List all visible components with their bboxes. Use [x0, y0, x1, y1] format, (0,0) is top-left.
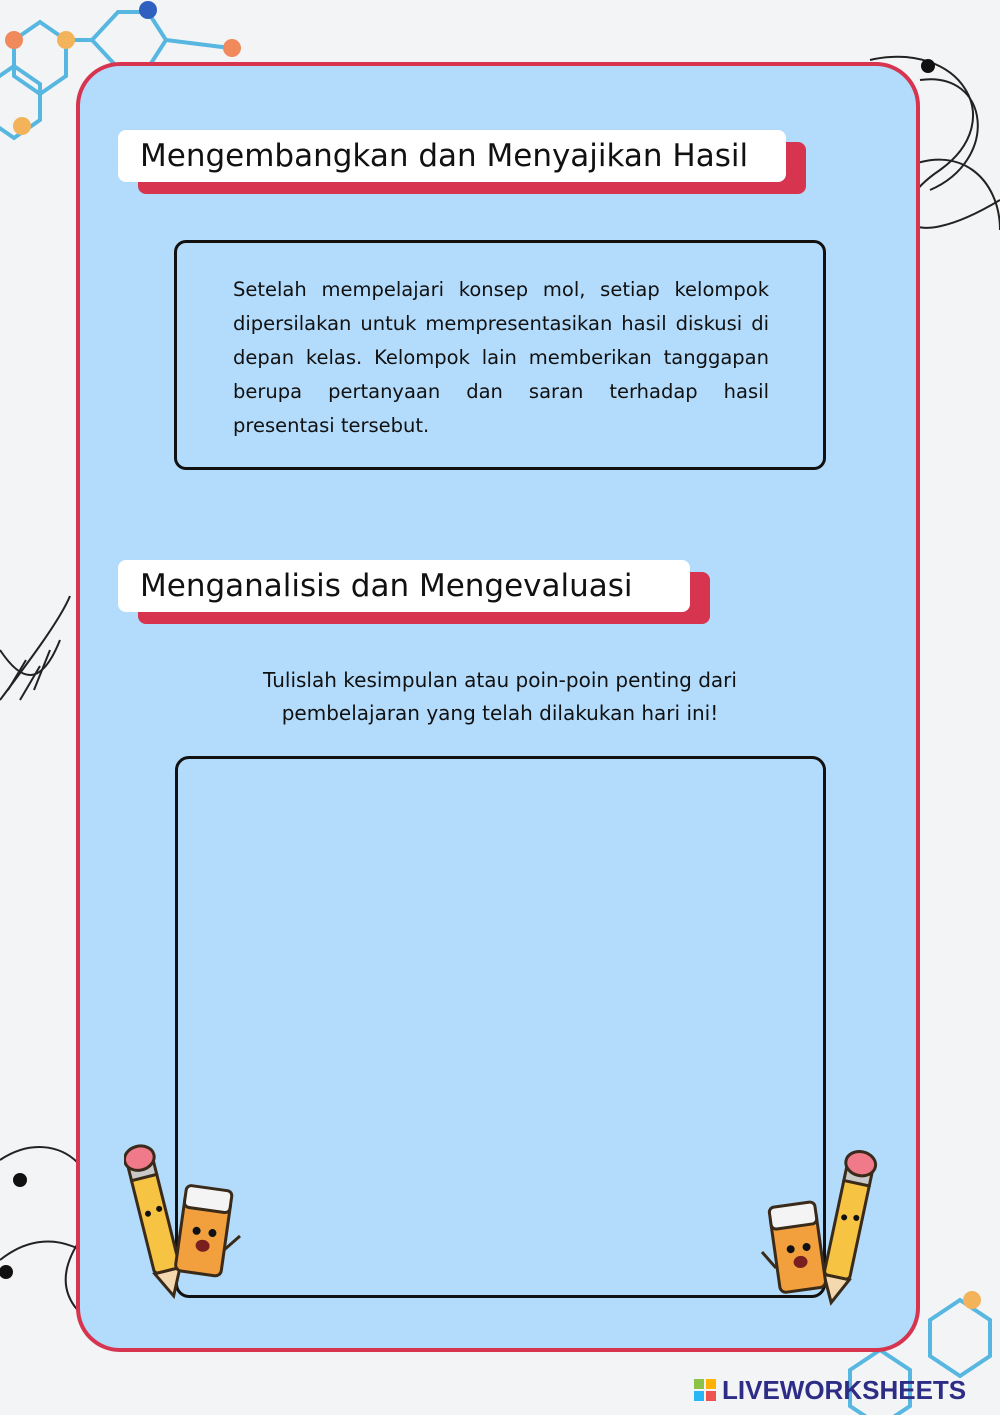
prompt-line-1: Tulislah kesimpulan atau poin-poin penting dari	[263, 668, 737, 692]
pencil-eraser-mascot-icon	[756, 1148, 880, 1312]
section-heading-develop-present	[118, 130, 786, 182]
dna-helix-icon	[0, 596, 70, 700]
section-heading-text: Menganalisis dan Mengevaluasi	[140, 568, 633, 604]
liveworksheets-brand	[694, 1376, 966, 1404]
conclusion-prompt	[200, 664, 800, 730]
pencil-eraser-mascot-icon	[124, 1140, 248, 1300]
instruction-text: Setelah mempelajari konsep mol, setiap kelompok dipersilakan untuk mempresentasikan hasil diskusi di depan kelas. Kelompok lain memberikan tanggapan berupa pertanyaan dan saran terhadap hasil presentasi tersebut.	[233, 278, 769, 437]
section-heading-analyze-evaluate	[118, 560, 690, 612]
conclusion-answer-field[interactable]	[175, 756, 826, 1298]
brand-name: LIVEWORKSHEETS	[722, 1374, 967, 1405]
instruction-box	[174, 240, 826, 470]
section-heading-text: Mengembangkan dan Menyajikan Hasil	[140, 138, 749, 174]
liveworksheets-logo-icon	[694, 1379, 716, 1401]
prompt-line-2: pembelajaran yang telah dilakukan hari ini!	[281, 701, 719, 725]
